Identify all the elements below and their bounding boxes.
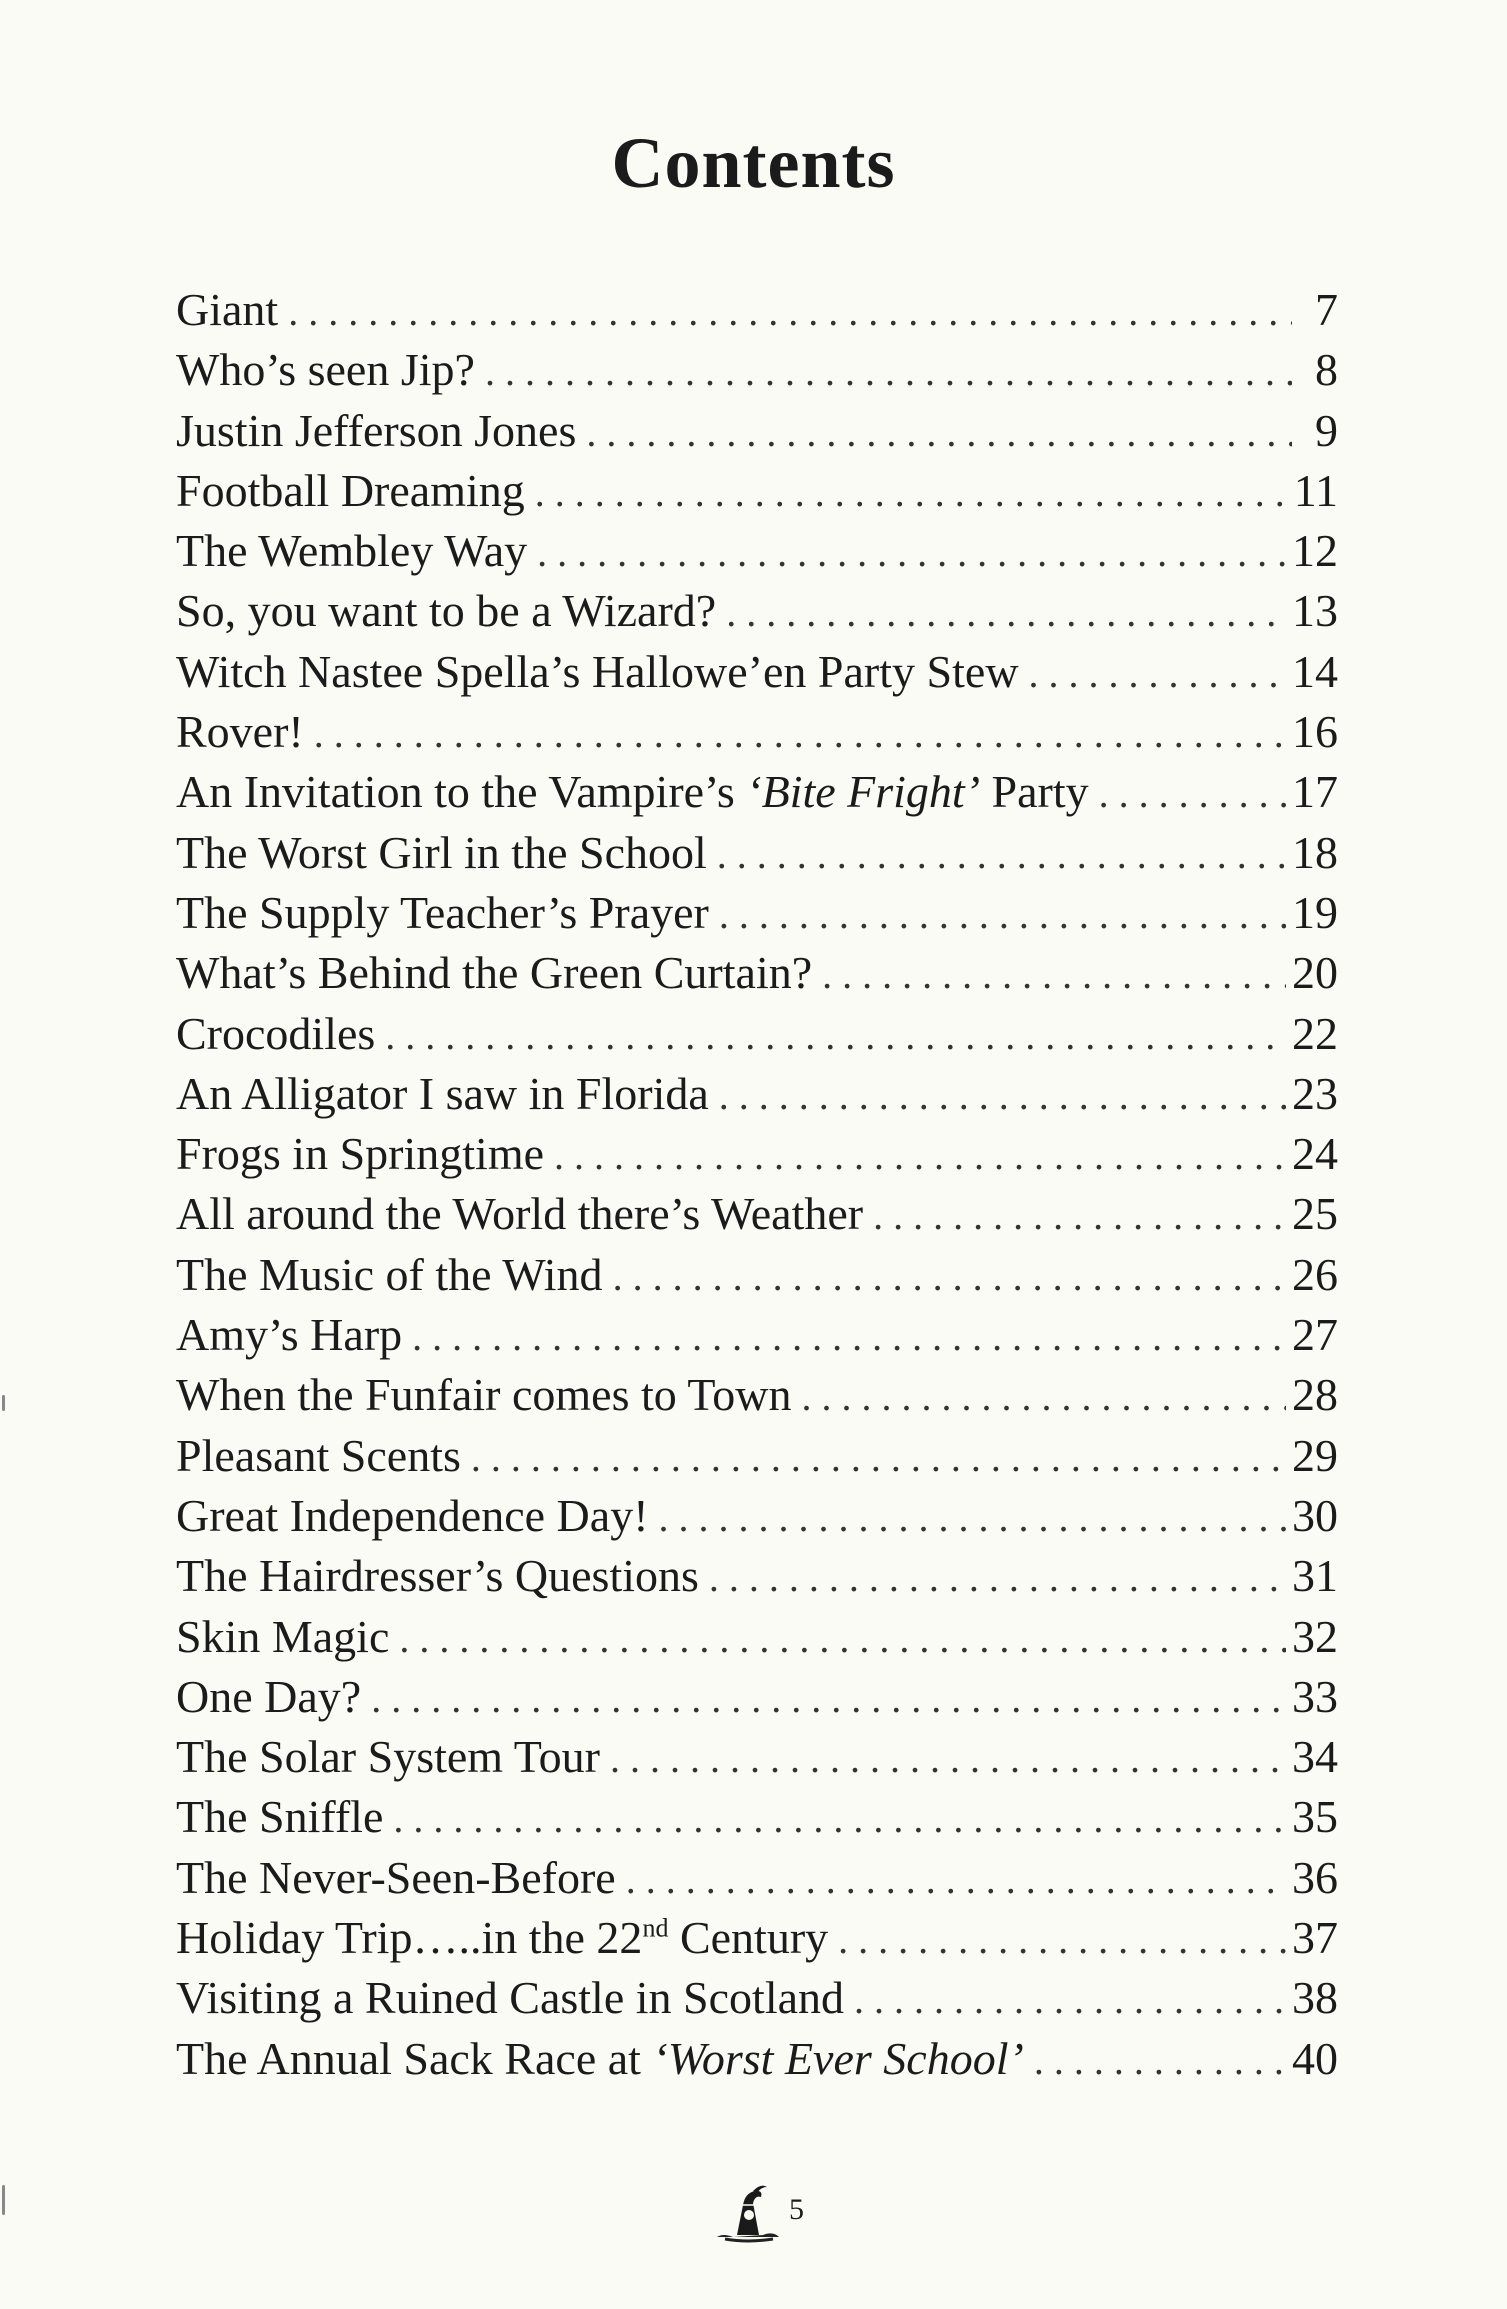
dot-leader: [719, 885, 1286, 945]
dot-leader: [1034, 2031, 1286, 2091]
toc-entry-title: Frogs in Springtime: [176, 1128, 545, 1180]
toc-entry-page: 31: [1292, 1550, 1338, 1602]
dot-leader: [719, 1066, 1286, 1126]
toc-entry-title: Rover!: [176, 706, 304, 758]
toc-entry: [176, 581, 1338, 641]
toc-entry: [176, 762, 1338, 822]
dot-leader: [535, 463, 1288, 523]
toc-entry-page: 34: [1292, 1731, 1338, 1783]
page-title: Contents: [611, 123, 896, 203]
toc-entry: [176, 642, 1338, 702]
dot-leader: [610, 1729, 1286, 1789]
dot-leader: [726, 583, 1286, 643]
toc-entry: [176, 1546, 1338, 1606]
toc-entry-page: 26: [1292, 1248, 1338, 1300]
toc-entry-page: 28: [1292, 1369, 1338, 1421]
toc-entry-page: 11: [1293, 464, 1338, 516]
toc-entry-page: 29: [1292, 1429, 1338, 1481]
dot-leader: [399, 1609, 1286, 1669]
toc-entry-title: The Music of the Wind: [176, 1248, 603, 1300]
toc-entry: [176, 1305, 1338, 1365]
title-italic-part: ‘Worst Ever School’: [652, 2032, 1024, 2084]
dot-leader: [1099, 764, 1286, 824]
toc-entry: [176, 521, 1338, 581]
page-edge-mark: [2, 2185, 5, 2215]
title-superscript: nd: [642, 1913, 669, 1943]
dot-leader: [822, 945, 1286, 1005]
dot-leader: [537, 523, 1286, 583]
toc-entry-page: 25: [1292, 1188, 1338, 1240]
toc-entry: [176, 1184, 1338, 1244]
toc-entry: [176, 1486, 1338, 1546]
toc-entry-page: 18: [1292, 826, 1338, 878]
toc-entry-title: Giant: [176, 284, 279, 335]
toc-entry-page: 27: [1292, 1309, 1338, 1361]
toc-entry: [176, 943, 1338, 1003]
dot-leader: [393, 1789, 1286, 1849]
toc-entry: [176, 1124, 1338, 1184]
table-of-contents: [176, 280, 1338, 2089]
toc-entry-title: The Worst Girl in the School: [176, 826, 707, 878]
toc-entry: [176, 883, 1338, 943]
toc-entry-title: The Wembley Way: [176, 525, 528, 577]
dot-leader: [854, 1970, 1286, 2030]
dot-leader: [314, 704, 1286, 764]
dot-leader: [709, 1548, 1286, 1608]
toc-entry-title: Witch Nastee Spella’s Hallowe’en Party Stew: [176, 645, 1019, 697]
toc-entry-title: Great Independence Day!: [176, 1489, 649, 1541]
toc-entry-page: 40: [1292, 2032, 1338, 2084]
toc-entry-title: The Sniffle: [176, 1791, 384, 1843]
toc-entry-page: 14: [1292, 645, 1338, 697]
title-italic-part: ‘Bite Fright’: [746, 766, 981, 818]
toc-entry-title: The Supply Teacher’s Prayer: [176, 886, 709, 938]
toc-entry-page: 35: [1292, 1791, 1338, 1843]
page-number: 5: [789, 2193, 804, 2226]
toc-entry-page: 36: [1292, 1851, 1338, 1903]
toc-entry: [176, 1064, 1338, 1124]
toc-entry: [176, 702, 1338, 762]
toc-entry: [176, 823, 1338, 883]
toc-entry-title: So, you want to be a Wizard?: [176, 585, 717, 637]
dot-leader: [288, 282, 1292, 342]
toc-entry-title: An Alligator I saw in Florida: [176, 1067, 709, 1119]
publisher-logo-icon: [703, 2175, 793, 2245]
toc-entry-page: 23: [1292, 1067, 1338, 1119]
dot-leader: [385, 1006, 1286, 1066]
toc-entry-title: The Never-Seen-Before: [176, 1851, 616, 1903]
toc-entry-page: 22: [1292, 1007, 1338, 1059]
dot-leader: [802, 1367, 1286, 1427]
dot-leader: [1029, 644, 1286, 704]
toc-entry-page: 16: [1292, 706, 1338, 758]
dot-leader: [586, 403, 1292, 463]
dot-leader: [613, 1247, 1286, 1307]
dot-leader: [485, 342, 1292, 402]
toc-entry-title: The Solar System Tour: [176, 1731, 600, 1783]
dot-leader: [412, 1307, 1286, 1367]
toc-entry-page: 8: [1315, 344, 1338, 396]
toc-entry-page: 12: [1292, 525, 1338, 577]
toc-entry: [176, 1365, 1338, 1425]
toc-entry-title: Football Dreaming: [176, 464, 525, 516]
toc-entry-page: 17: [1292, 766, 1338, 818]
toc-entry: [176, 401, 1338, 461]
title-part: Party: [980, 766, 1089, 818]
toc-entry: [176, 1908, 1338, 1968]
toc-entry-title: The Hairdresser’s Questions: [176, 1550, 699, 1602]
toc-entry: [176, 1607, 1338, 1667]
toc-entry-page: 7: [1315, 284, 1338, 335]
toc-entry-title: One Day?: [176, 1670, 362, 1722]
toc-entry: [176, 2029, 1338, 2089]
toc-entry-title: Justin Jefferson Jones: [176, 404, 577, 456]
toc-entry-page: 30: [1292, 1489, 1338, 1541]
dot-leader: [626, 1850, 1286, 1910]
dot-leader: [838, 1910, 1286, 1970]
toc-entry-page: 37: [1292, 1912, 1338, 1964]
toc-entry-page: 32: [1292, 1610, 1338, 1662]
toc-entry: [176, 1848, 1338, 1908]
title-part: The Annual Sack Race at: [176, 2032, 653, 2084]
toc-entry: [176, 1004, 1338, 1064]
dot-leader: [471, 1428, 1286, 1488]
toc-entry: [176, 1727, 1338, 1787]
dot-leader: [371, 1669, 1286, 1729]
toc-entry-title: [176, 762, 1089, 822]
title-part: An Invitation to the Vampire’s: [176, 766, 747, 818]
dot-leader: [554, 1126, 1286, 1186]
toc-entry: [176, 1968, 1338, 2028]
toc-entry: [176, 1787, 1338, 1847]
page-edge-mark: [2, 1395, 5, 1411]
toc-entry-title: Skin Magic: [176, 1610, 390, 1662]
toc-entry-page: 38: [1292, 1972, 1338, 2024]
toc-entry-title: When the Funfair comes to Town: [176, 1369, 792, 1421]
toc-entry: [176, 340, 1338, 400]
toc-entry-title: Visiting a Ruined Castle in Scotland: [176, 1972, 845, 2024]
toc-entry: [176, 1667, 1338, 1727]
toc-entry-page: 13: [1292, 585, 1338, 637]
dot-leader: [873, 1186, 1286, 1246]
toc-entry-title: [176, 1908, 828, 1968]
dot-leader: [717, 825, 1286, 885]
toc-entry-page: 20: [1292, 947, 1338, 999]
toc-entry-title: [176, 2029, 1024, 2089]
title-part: Holiday Trip…..in the 22: [176, 1912, 643, 1964]
title-part: Century: [668, 1912, 829, 1964]
page-footer: [0, 2175, 1507, 2245]
toc-entry-title: Crocodiles: [176, 1007, 376, 1059]
toc-entry-title: What’s Behind the Green Curtain?: [176, 947, 813, 999]
toc-entry: [176, 461, 1338, 521]
dot-leader: [659, 1488, 1286, 1548]
toc-entry-title: Amy’s Harp: [176, 1309, 403, 1361]
toc-entry: [176, 1245, 1338, 1305]
toc-entry-page: 19: [1292, 886, 1338, 938]
toc-entry: [176, 1426, 1338, 1486]
toc-entry-title: Who’s seen Jip?: [176, 344, 475, 396]
toc-entry-page: 33: [1292, 1670, 1338, 1722]
toc-entry-title: Pleasant Scents: [176, 1429, 461, 1481]
toc-entry-page: 9: [1315, 404, 1338, 456]
toc-entry: [176, 280, 1338, 340]
toc-entry-title: All around the World there’s Weather: [176, 1188, 864, 1240]
toc-entry-page: 24: [1292, 1128, 1338, 1180]
